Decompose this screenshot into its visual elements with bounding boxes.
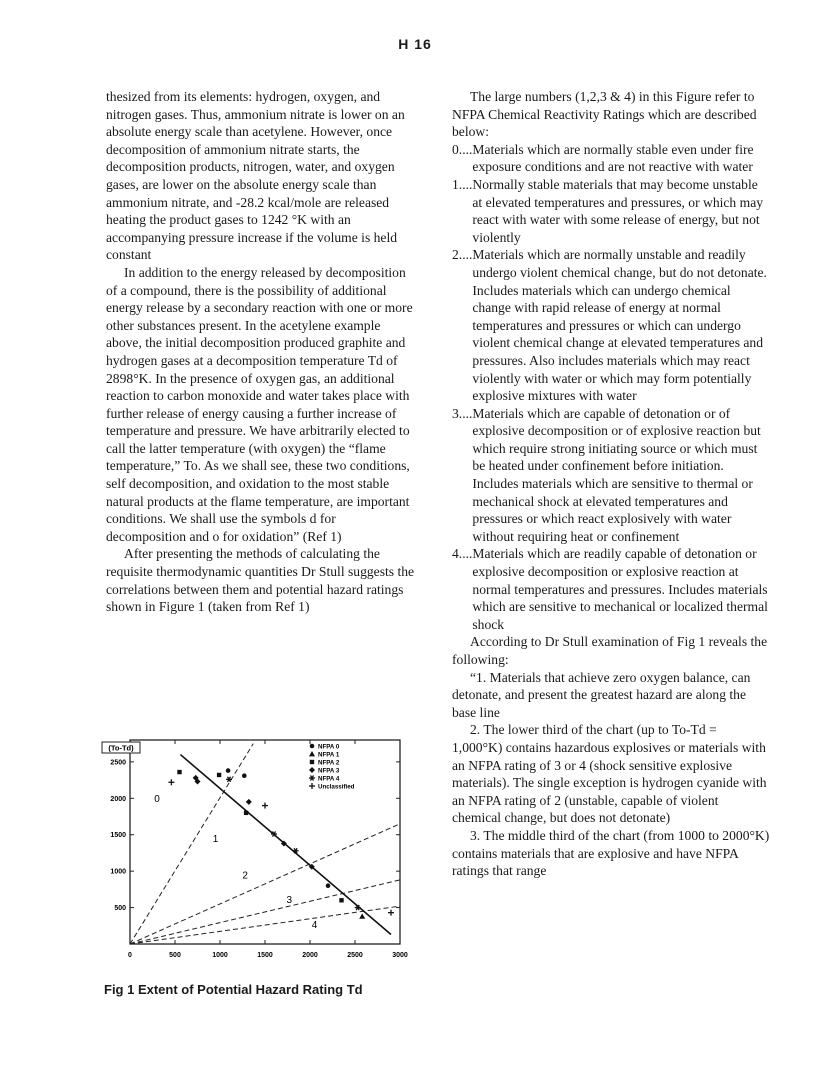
legend-label: NFPA 1 — [318, 751, 340, 759]
x-tick-label: 500 — [169, 952, 181, 959]
data-point — [310, 744, 315, 749]
rating-text: Materials which are capable of detonation or of explosive decomposition or of explosive reaction but which require strong initiating source or which must be heated under confinement before initiation. Includes materials which are sensitive to thermal or mechanical shock at elevated temperatures and pressures or which react explosively with water without requiring heat or confinement — [472, 405, 761, 544]
right-column — [452, 88, 770, 880]
y-axis-label: (To-Td) — [108, 743, 134, 753]
data-point — [168, 779, 174, 785]
data-point — [177, 770, 181, 774]
rating-text: Materials which are normally unstable and readily undergo violent chemical change, but do not detonate. Includes materials which can undergo chemical change with rapid release of energy at normal temperatures and pressures or which can undergo violent chemical change at elevated temperatures and pressures. Also includes materials which may react violently with water or which may form potentially explosive mixtures with water — [472, 247, 767, 404]
hazard-chart — [100, 732, 420, 982]
data-point — [246, 799, 252, 805]
x-tick-label: 3000 — [392, 952, 408, 959]
rating-item-4 — [452, 545, 770, 633]
zone-boundary-line — [130, 824, 400, 944]
x-tick-label: 2000 — [302, 952, 318, 959]
rating-item-2 — [452, 246, 770, 404]
rating-number: 4.... — [452, 546, 473, 562]
data-point — [309, 751, 315, 756]
rating-item-0 — [452, 141, 770, 176]
rating-text: Materials which are normally stable even under fire exposure conditions and are not reactive with water — [472, 141, 754, 175]
data-point — [326, 883, 331, 888]
data-point — [309, 767, 315, 773]
left-paragraph-3: After presenting the methods of calculating the requisite thermodynamic quantities Dr Stull suggests the correlations between them and potential hazard ratings shown in Figure 1 (taken from Ref 1) — [106, 546, 415, 615]
rating-number: 3.... — [452, 405, 473, 421]
quote-point-2: 2. The lower third of the chart (up to To-Td = 1,000°K) contains hazardous explosives or materials with an NFPA rating of 3 or 4 (shock sensitive explosive materials). The single exception is hydrogen cyanide with an NFPA rating of 2 (unstable, capable of violent chemical change, but does not detonate) — [452, 722, 767, 826]
y-tick-label: 2000 — [110, 795, 126, 803]
zone-label: 3 — [286, 895, 293, 907]
data-point — [359, 913, 365, 918]
zone-label: 0 — [154, 793, 160, 805]
rating-number: 0.... — [452, 141, 473, 157]
left-paragraph-1: thesized from its elements: hydrogen, oxygen, and nitrogen gases. Thus, ammonium nitrate is lower on an absolute energy scale than acetylene. However, once decomposition of ammonium nitrate starts, the decomposition products, nitrogen, water, and oxygen gases, are lower on the absolute energy scale than ammonium nitrate, and -28.2 kcal/mole are released heating the product gases to 1242 °K with an accompanying pressure increase if the volume is held constant — [106, 89, 405, 263]
ratings-intro: The large numbers (1,2,3 & 4) in this Figure refer to NFPA Chemical Reactivity Ratings which are described below: — [452, 89, 757, 140]
zone-label: 4 — [311, 919, 318, 931]
zone-label: 2 — [242, 870, 248, 882]
y-tick-label: 1000 — [110, 868, 126, 876]
quote-point-3: 3. The middle third of the chart (from 1000 to 2000°K) contains materials that are explosive and have NFPA ratings that range — [452, 827, 770, 879]
stull-quote — [452, 669, 770, 880]
data-point — [262, 803, 268, 809]
y-tick-label: 2500 — [110, 759, 126, 767]
legend-label: NFPA 4 — [318, 775, 340, 783]
rating-item-1 — [452, 176, 770, 246]
x-tick-label: 2500 — [347, 952, 363, 959]
rating-number: 2.... — [452, 247, 473, 263]
page-header: H 16 — [398, 36, 432, 52]
legend-label: NFPA 2 — [318, 759, 340, 767]
data-point — [226, 768, 231, 773]
y-tick-label: 1500 — [110, 832, 126, 840]
zone-label: 1 — [212, 834, 219, 845]
zone-boundary-line — [130, 744, 253, 944]
data-point — [242, 773, 247, 778]
figure-caption: Fig 1 Extent of Potential Hazard Rating Td — [104, 982, 363, 997]
legend-label: Unclassified — [318, 783, 355, 791]
quote-point-1: “1. Materials that achieve zero oxygen balance, can detonate, and present the greatest hazard are along the base line — [452, 669, 751, 720]
data-point — [339, 898, 343, 902]
data-point — [310, 760, 314, 764]
figure-1 — [100, 732, 420, 1024]
left-paragraph-2: In addition to the energy released by decomposition of a compound, there is the possibility of additional energy release by a secondary reaction with one or more other substances present. In the acetylene example above, the initial decomposition produced graphite and hydrogen gases at a decomposition temperature Td of 2898°K. In the presence of oxygen gas, an additional reaction to carbon monoxide and water takes place with further release of energy causing a further increase of temperature and pressure. We have arbitrarily elected to call the latter temperature (with oxygen) the “flame temperature,” To. As we shall see, these two conditions, self decomposition, and oxidation to the most stable natural products at the flame temperature, are important conditions. We shall use the symbols d for decomposition and o for oxidation” (Ref 1) — [106, 264, 413, 544]
data-point — [226, 777, 232, 782]
according-paragraph: According to Dr Stull examination of Fig 1 reveals the following: — [452, 634, 768, 667]
x-tick-label: 1500 — [257, 952, 273, 959]
zone-boundary-line — [130, 880, 400, 944]
data-point — [244, 811, 248, 815]
legend-label: NFPA 3 — [318, 767, 340, 775]
data-point — [309, 775, 315, 780]
legend-label: NFPA 0 — [318, 743, 340, 751]
rating-text: Materials which are readily capable of detonation or explosive decomposition or explosive reaction at normal temperatures and pressures. Includes materials which are sensitive to mechanical or localized thermal shock — [472, 546, 768, 632]
x-tick-label: 1000 — [212, 952, 228, 959]
left-column — [106, 88, 418, 616]
rating-number: 1.... — [452, 176, 473, 192]
rating-text: Normally stable materials that may become unstable at elevated temperatures and pressures, or which may react with water with some release of energy, but not violently — [472, 176, 764, 245]
data-point — [217, 773, 221, 777]
y-tick-label: 500 — [114, 905, 126, 913]
data-point — [388, 910, 394, 916]
rating-item-3 — [452, 405, 770, 546]
data-point — [309, 783, 315, 789]
x-tick-label: 0 — [128, 952, 132, 959]
